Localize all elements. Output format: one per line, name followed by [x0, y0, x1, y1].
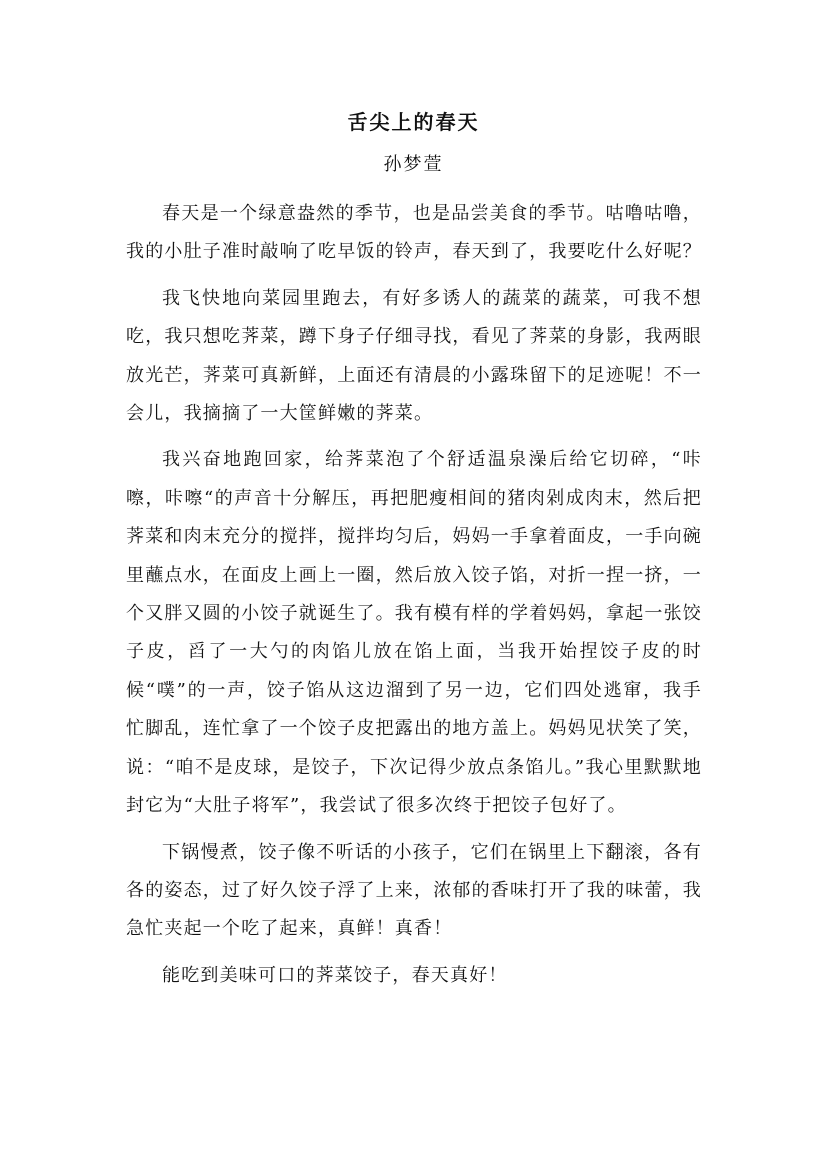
- document-title: 舌尖上的春天: [347, 110, 480, 134]
- document-author: 孙梦萱: [383, 154, 444, 175]
- document-body: [126, 195, 702, 1003]
- paragraph-2: 我飞快地向菜园里跑去，有好多诱人的蔬菜的蔬菜，可我不想吃，我只想吃荠菜，蹲下身子仔细寻找，看见了荠菜的身影，我两眼放光芒，荠菜可真新鲜，上面还有清晨的小露珠留下的足迹呢！不一会儿，我摘摘了一大筐鲜嫩的荠菜。: [126, 287, 702, 425]
- paragraph-4: 下锅慢煮，饺子像不听话的小孩子，它们在锅里上下翻滚，各有各的姿态，过了好久饺子浮了上来，浓郁的香味打开了我的味蕾，我急忙夹起一个吃了起来，真鲜！真香！: [126, 841, 702, 940]
- paragraph-3: 我兴奋地跑回家，给荠菜泡了个舒适温泉澡后给它切碎，“咔嚓，咔嚓“的声音十分解压，再把肥瘦相间的猪肉剁成肉末，然后把荠菜和肉末充分的搅拌，搅拌均匀后，妈妈一手拿着面皮，一手向碗里蘸点水，在面皮上画上一圈，然后放入饺子馅，对折一捏一挤，一个又胖又圆的小饺子就诞生了。我有模有样的学着妈妈，拿起一张饺子皮，舀了一大勺的肉馅儿放在馅上面，当我开始捏饺子皮的时候“噗”的一声，饺子馅从这边溜到了另一边，它们四处逃窜，我手忙脚乱，连忙拿了一个饺子皮把露出的地方盖上。妈妈见状笑了笑，说：“咱不是皮球，是饺子，下次记得少放点条馅儿。”我心里默默地封它为“大肚子将军”，我尝试了很多次终于把饺子包好了。: [126, 449, 702, 817]
- paragraph-5: 能吃到美味可口的荠菜饺子，春天真好！: [162, 964, 508, 986]
- paragraph-1: 春天是一个绿意盎然的季节，也是品尝美食的季节。咕噜咕噜，我的小肚子准时敲响了吃早饭的铃声，春天到了，我要吃什么好呢？: [126, 203, 702, 263]
